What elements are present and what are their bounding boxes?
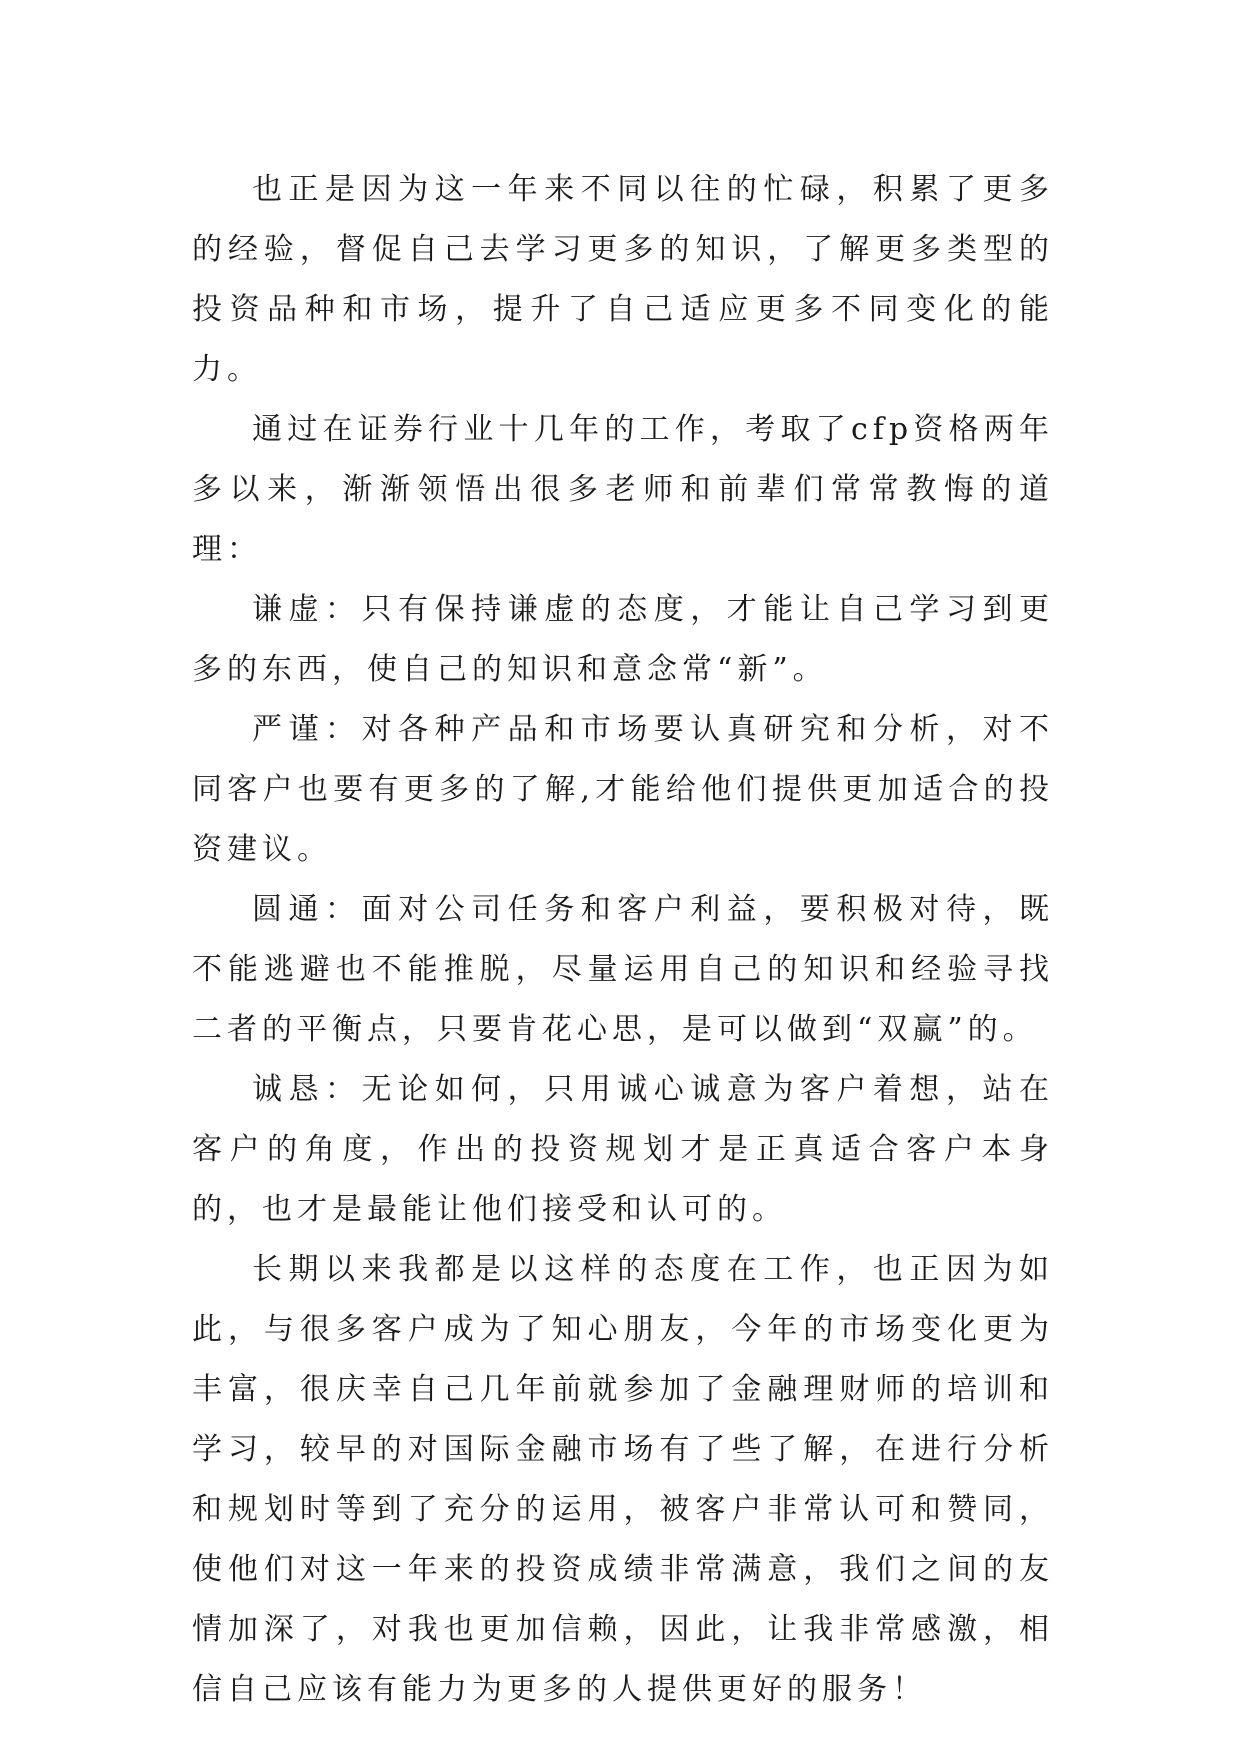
paragraph-5: 圆通：面对公司任务和客户利益，要积极对待，既不能逃避也不能推脱，尽量运用自己的知识和经验寻找二者的平衡点，只要肯花心思，是可以做到“双赢”的。: [192, 892, 1054, 1047]
paragraph-2: 通过在证券行业十几年的工作，考取了cfp资格两年多以来，渐渐领悟出很多老师和前辈们常常教悔的道理：: [192, 412, 1054, 567]
paragraph-4: 严谨：对各种产品和市场要认真研究和分析，对不同客户也要有更多的了解,才能给他们提供更加适合的投资建议。: [192, 712, 1054, 867]
paragraph-7: 长期以来我都是以这样的态度在工作，也正因为如此，与很多客户成为了知心朋友，今年的市场变化更为丰富，很庆幸自己几年前就参加了金融理财师的培训和学习，较早的对国际金融市场有了些了解，在进行分析和规划时等到了充分的运用，被客户非常认可和赞同，使他们对这一年来的投资成绩非常满意，我们之间的友情加深了，对我也更加信赖，因此，让我非常感激，相信自己应该有能力为更多的人提供更好的服务！: [192, 1252, 1054, 1707]
paragraph-6: 诚恳：无论如何，只用诚心诚意为客户着想，站在客户的角度，作出的投资规划才是正真适合客户本身的，也才是最能让他们接受和认可的。: [192, 1072, 1054, 1227]
paragraph-3: 谦虚：只有保持谦虚的态度，才能让自己学习到更多的东西，使自己的知识和意念常“新”。: [192, 592, 1054, 687]
document-body: [192, 160, 1054, 1720]
paragraph-1: 也正是因为这一年来不同以往的忙碌，积累了更多的经验，督促自己去学习更多的知识，了解更多类型的投资品种和市场，提升了自己适应更多不同变化的能力。: [192, 172, 1054, 387]
